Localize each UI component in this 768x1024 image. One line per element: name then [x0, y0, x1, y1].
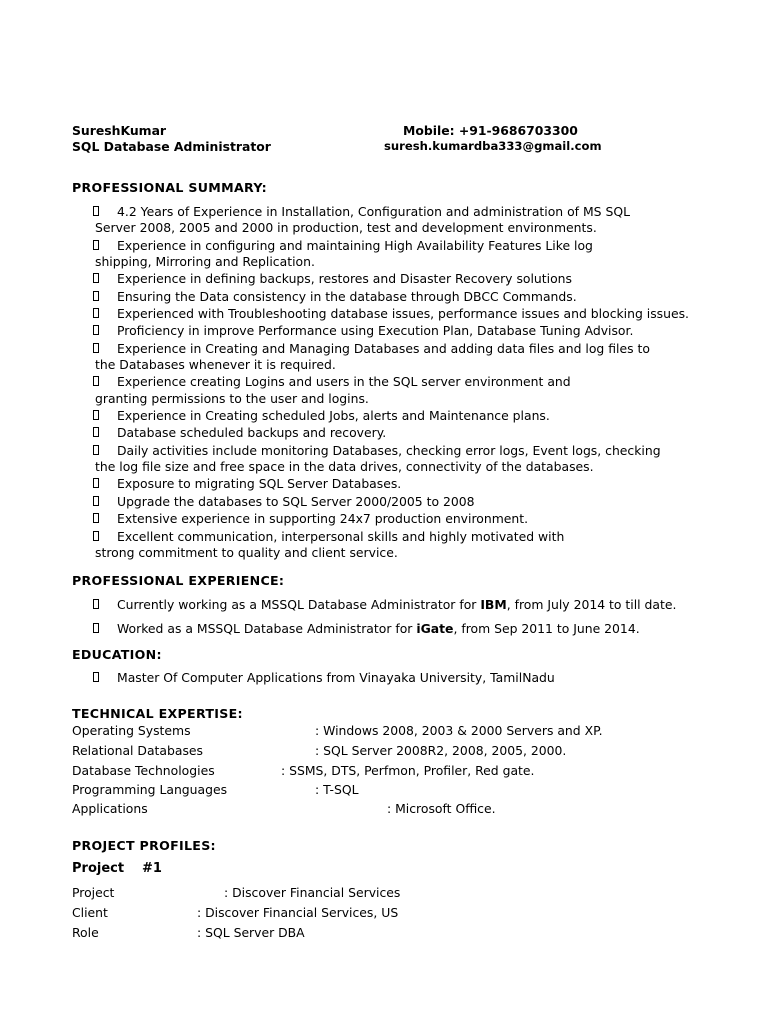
education-item: Master Of Computer Applications from Vinayaka University, TamilNadu	[117, 670, 555, 685]
summary-item-line: Proficiency in improve Performance using Execution Plan, Database Tuning Advisor.	[117, 323, 634, 339]
bullet-icon	[93, 410, 99, 420]
experience-org: IBM	[480, 597, 507, 612]
tech-label-apps: Applications	[72, 801, 148, 816]
experience-text: , from Sep 2011 to June 2014.	[453, 621, 640, 636]
summary-item-line: Experience creating Logins and users in the SQL server environment and	[117, 374, 571, 390]
tech-value-rdbms: : SQL Server 2008R2, 2008, 2005, 2000.	[315, 743, 567, 758]
bullet-icon	[93, 478, 99, 488]
tech-value-dbtech: : SSMS, DTS, Perfmon, Profiler, Red gate.	[281, 763, 535, 778]
tech-label-lang: Programming Languages	[72, 782, 228, 797]
client-row-label: Client	[72, 905, 108, 920]
experience-text: , from July 2014 to till date.	[506, 597, 677, 612]
bullet-icon	[93, 273, 99, 283]
bullet-icon	[93, 343, 99, 353]
summary-item-line: Database scheduled backups and recovery.	[117, 425, 387, 441]
project-row-value: : Discover Financial Services	[224, 885, 401, 900]
bullet-icon	[93, 513, 99, 523]
technical-heading: TECHNICAL EXPERTISE:	[72, 706, 243, 721]
bullet-icon	[93, 445, 99, 455]
summary-item-line: Upgrade the databases to SQL Server 2000/2005 to 2008	[117, 493, 475, 509]
bullet-icon	[93, 599, 99, 609]
bullet-icon	[93, 623, 99, 633]
email-address: suresh.kumardba333@gmail.com	[384, 139, 602, 153]
candidate-name: SureshKumar	[72, 123, 167, 138]
tech-label-dbtech: Database Technologies	[72, 763, 215, 778]
bullet-icon	[93, 427, 99, 437]
project-row-label: Project	[72, 885, 115, 900]
experience-text: Currently working as a MSSQL Database Administrator for	[117, 597, 481, 612]
summary-item-line: Daily activities include monitoring Databases, checking error logs, Event logs, checking	[117, 442, 661, 458]
bullet-icon	[93, 672, 99, 682]
bullet-icon	[93, 376, 99, 386]
experience-org: iGate	[416, 621, 454, 636]
summary-item-line: Experience in defining backups, restores and Disaster Recovery solutions	[117, 271, 572, 287]
summary-heading: PROFESSIONAL SUMMARY:	[72, 180, 267, 195]
bullet-icon	[93, 325, 99, 335]
bullet-icon	[93, 496, 99, 506]
summary-item-line: 4.2 Years of Experience in Installation, Configuration and administration of MS SQL	[117, 204, 630, 219]
role-row-value: : SQL Server DBA	[197, 925, 305, 940]
bullet-icon	[93, 240, 99, 250]
experience-text: Worked as a MSSQL Database Administrator for	[117, 621, 417, 636]
summary-item-line: Ensuring the Data consistency in the database through DBCC Commands.	[117, 288, 577, 304]
summary-item-line: Excellent communication, interpersonal skills and highly motivated with	[117, 528, 565, 544]
summary-item-line: Experience in Creating and Managing Databases and adding data files and log files to	[117, 340, 650, 356]
summary-item-line: shipping, Mirroring and Replication.	[95, 253, 315, 269]
summary-item-line: strong commitment to quality and client service.	[95, 544, 398, 560]
project-number: #1	[142, 861, 162, 876]
summary-item-line: the Databases whenever it is required.	[95, 357, 336, 372]
project-label: Project	[72, 861, 125, 876]
candidate-title: SQL Database Administrator	[72, 139, 271, 154]
tech-value-os: : Windows 2008, 2003 & 2000 Servers and XP.	[315, 723, 603, 738]
bullet-icon	[93, 531, 99, 541]
experience-heading: PROFESSIONAL EXPERIENCE:	[72, 573, 285, 588]
summary-item-line: granting permissions to the user and logins.	[95, 390, 369, 406]
projects-heading: PROJECT PROFILES:	[72, 838, 216, 853]
summary-item-line: Extensive experience in supporting 24x7 production environment.	[117, 511, 529, 527]
client-row-value: : Discover Financial Services, US	[197, 905, 399, 920]
bullet-icon	[93, 206, 99, 216]
mobile-number: Mobile: +91-9686703300	[403, 123, 578, 138]
education-heading: EDUCATION:	[72, 647, 162, 662]
summary-item-line: the log file size and free space in the data drives, connectivity of the databases.	[95, 459, 594, 474]
bullet-icon	[93, 291, 99, 301]
tech-label-os: Operating Systems	[72, 723, 191, 738]
summary-item-line: Server 2008, 2005 and 2000 in production, test and development environments.	[95, 220, 597, 236]
summary-item-line: Experienced with Troubleshooting database issues, performance issues and blocking issues.	[117, 306, 690, 321]
summary-item-line: Experience in configuring and maintaining High Availability Features Like log	[117, 237, 593, 253]
tech-value-apps: : Microsoft Office.	[387, 801, 496, 816]
bullet-icon	[93, 308, 99, 318]
tech-value-lang: : T-SQL	[315, 782, 359, 797]
role-row-label: Role	[72, 925, 99, 940]
tech-label-rdbms: Relational Databases	[72, 743, 203, 758]
summary-item-line: Experience in Creating scheduled Jobs, alerts and Maintenance plans.	[117, 408, 550, 423]
summary-item-line: Exposure to migrating SQL Server Databases.	[117, 476, 402, 492]
